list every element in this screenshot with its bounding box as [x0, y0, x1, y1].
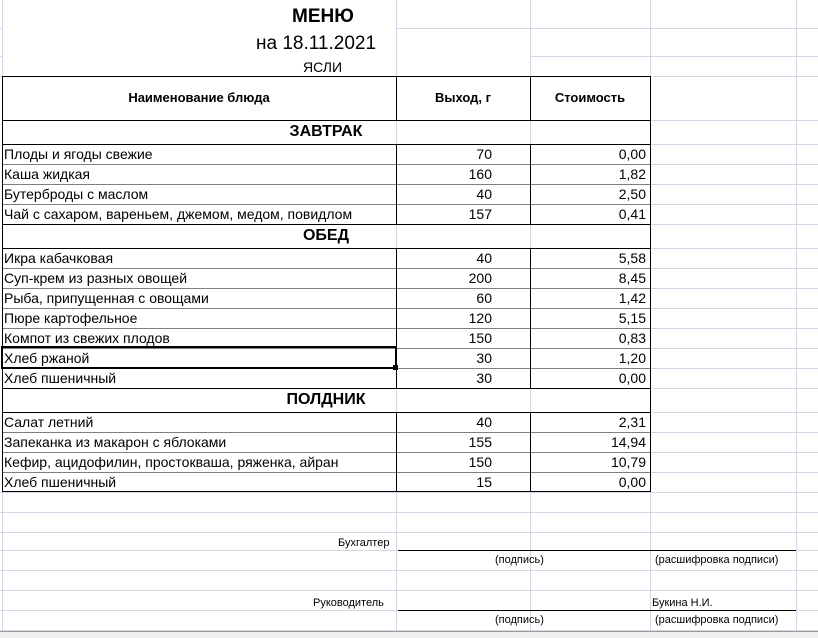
dish-cost-cell[interactable]: 5,15: [618, 310, 646, 326]
dish-cost-cell[interactable]: 1,82: [618, 166, 646, 182]
dish-cost-cell[interactable]: 10,79: [610, 454, 646, 470]
decoding-caption: (расшифровка подписи): [655, 554, 779, 566]
menu-title: МЕНЮ: [292, 6, 354, 27]
dish-cost-cell[interactable]: 1,42: [618, 290, 646, 306]
dish-name-cell[interactable]: Кефир, ацидофилин, простокваша, ряженка, айран: [4, 454, 339, 470]
section-title-lunch[interactable]: ОБЕД: [302, 227, 349, 244]
dish-yield-cell[interactable]: 40: [476, 186, 492, 202]
menu-date: на 18.11.2021: [256, 33, 377, 54]
dish-name-cell[interactable]: Компот из свежих плодов: [4, 330, 170, 346]
signature-caption: (подпись): [495, 554, 544, 566]
dish-cost-cell[interactable]: 1,20: [618, 350, 646, 366]
dish-name-cell[interactable]: Бутерброды с маслом: [4, 186, 149, 202]
dish-cost-cell[interactable]: 8,45: [618, 270, 646, 286]
dish-name-cell[interactable]: Суп-крем из разных овощей: [4, 270, 188, 286]
dish-name-cell[interactable]: Чай с сахаром, вареньем, джемом, медом, повидлом: [4, 206, 353, 222]
dish-name-cell[interactable]: Хлеб пшеничный: [4, 370, 117, 386]
dish-name-cell[interactable]: Рыба, припущенная с овощами: [4, 290, 209, 306]
dish-yield-cell[interactable]: 150: [468, 454, 492, 470]
dish-cost-cell[interactable]: 14,94: [610, 434, 646, 450]
dish-cost-cell[interactable]: 0,83: [618, 330, 646, 346]
dish-yield-cell[interactable]: 157: [468, 206, 492, 222]
column-header-yield[interactable]: Выход, г: [434, 90, 492, 105]
section-title-snack[interactable]: ПОЛДНИК: [286, 391, 366, 408]
dish-name-cell[interactable]: Плоды и ягоды свежие: [4, 146, 153, 162]
dish-name-cell[interactable]: Икра кабачковая: [4, 250, 114, 266]
dish-name-cell[interactable]: Каша жидкая: [4, 166, 91, 182]
dish-cost-cell[interactable]: 0,41: [618, 206, 646, 222]
column-header-cost[interactable]: Стоимость: [554, 90, 626, 105]
dish-name-cell[interactable]: Хлеб пшеничный: [4, 474, 117, 490]
dish-yield-cell[interactable]: 150: [468, 330, 492, 346]
dish-cost-cell[interactable]: 2,50: [618, 186, 646, 202]
dish-yield-cell[interactable]: 40: [476, 414, 492, 430]
dish-name-cell-selected[interactable]: Хлеб ржаной: [4, 350, 90, 366]
accountant-label: Бухгалтер: [338, 537, 390, 549]
dish-yield-cell[interactable]: 160: [468, 166, 492, 182]
director-name: Букина Н.И.: [652, 597, 713, 609]
section-title-breakfast[interactable]: ЗАВТРАК: [289, 123, 363, 140]
dish-cost-cell[interactable]: 0,00: [618, 370, 646, 386]
dish-name-cell[interactable]: Салат летний: [4, 414, 94, 430]
director-label: Руководитель: [313, 597, 384, 609]
group-label: ЯСЛИ: [303, 59, 343, 75]
decoding-caption: (расшифровка подписи): [655, 614, 779, 626]
dish-cost-cell[interactable]: 0,00: [618, 146, 646, 162]
dish-yield-cell[interactable]: 40: [476, 250, 492, 266]
signature-caption: (подпись): [495, 614, 544, 626]
dish-yield-cell[interactable]: 155: [468, 434, 492, 450]
dish-name-cell[interactable]: Запеканка из макарон с яблоками: [4, 434, 227, 450]
dish-cost-cell[interactable]: 0,00: [618, 474, 646, 490]
dish-cost-cell[interactable]: 5,58: [618, 250, 646, 266]
dish-yield-cell[interactable]: 30: [476, 350, 492, 366]
dish-yield-cell[interactable]: 120: [468, 310, 492, 326]
dish-name-cell[interactable]: Пюре картофельное: [4, 310, 138, 326]
dish-yield-cell[interactable]: 200: [468, 270, 492, 286]
column-header-name[interactable]: Наименование блюда: [128, 90, 270, 105]
dish-yield-cell[interactable]: 15: [476, 474, 492, 490]
dish-yield-cell[interactable]: 70: [476, 146, 492, 162]
dish-yield-cell[interactable]: 60: [476, 290, 492, 306]
dish-yield-cell[interactable]: 30: [476, 370, 492, 386]
dish-cost-cell[interactable]: 2,31: [618, 414, 646, 430]
